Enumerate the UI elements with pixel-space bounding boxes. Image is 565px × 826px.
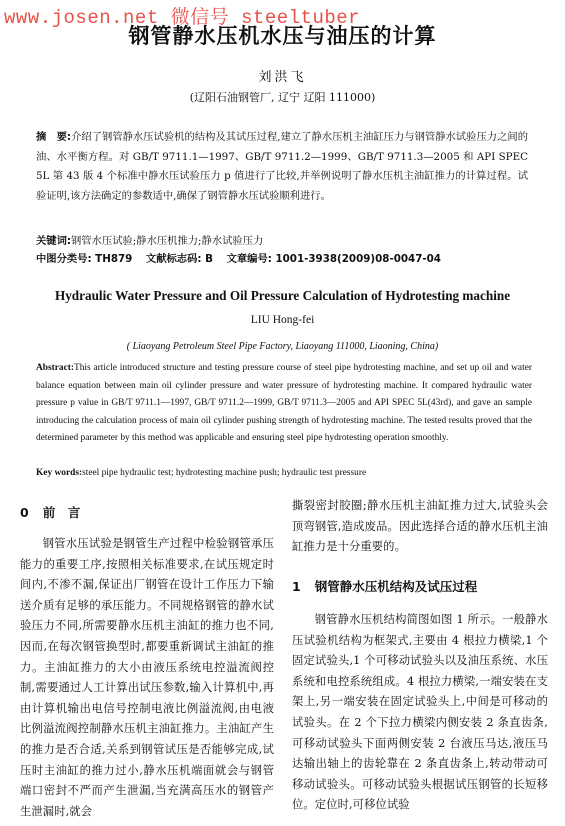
section-0-body [20,534,274,822]
author-en: LIU Hong-fei [250,314,315,326]
doc-code: 文献标志码: B [145,253,213,265]
section-1-number: 1 [292,579,301,594]
right-column-continuation [292,496,548,558]
keywords-cn-label: 关键词: [36,235,72,247]
continuation-paragraph: 撕裂密封胶圈;静水压机主油缸推力过大,试验头会顶弯钢管,造成废品。因此选择合适的静水压机主油缸推力是十分重要的。 [292,499,548,554]
section-1-title: 钢管静水压机结构及试压过程 [314,579,478,594]
abstract-cn-text: 介绍了钢管静水压试验机的结构及其试压过程,建立了静水压机主油缸压力与钢管静水试验压力之间的油、水平衡方程。对 GB/T 9711.1—1997、GB/T 9711.2—1999、GB/T 9711.3—2005 和 API SPEC 5L 第 43 版 4 个标准中静水压试验压力 p 值进行了比较,并举例说明了静水压机主油缸推力的计算过程。试验证明,该方法确定的参数适中,确保了钢管静水压试验顺利进行。 [36,131,528,202]
abstract-cn-label: 摘 要: [36,131,72,143]
section-1-paragraph: 钢管静水压机结构简图如图 1 所示。一般静水压试验机结构为框架式,主要由 4 根拉力横梁,1 个固定试验头,1 个可移动试验头以及油压系统、水压系统和电控系统组成。4 根拉力横梁,一端安装在支架上,另一端安装在固定试验头上,中间是可移动的试验头。在 2 个下拉力横梁内侧安装 2 条直齿条,可移动试验头下面两侧安装 2 台液压马达,液压马达输出轴上的齿轮靠在 2 条直齿条上,转动带动可移动试验头。可移动试验头根据试压钢管的长短移位。定位时,可移位试验 [292,613,548,812]
keywords-en-label: Key words: [36,468,83,478]
abstract-en [36,360,532,448]
paper-title-en: Hydraulic Water Pressure and Oil Pressure Calculation of Hydrotesting machine [54,288,511,303]
section-0-number: 0 [20,505,29,520]
keywords-en [36,465,532,481]
watermark: www.josen.net 微信号 steeltuber [4,7,361,29]
section-0-title: 前 言 [42,505,81,520]
abstract-en-label: Abstract: [36,363,75,373]
keywords-cn [36,233,528,249]
article-number: 文章编号: 1001-3938(2009)08-0047-04 [226,253,441,265]
section-0-paragraph: 钢管水压试验是钢管生产过程中检验钢管承压能力的重要工序,按照相关标准要求,在试压规定时间内,不渗不漏,保证出厂钢管在设计工作压力下输送介质有足够的承压能力。不同规格钢管的静水试验压力不同,所需要静水压机主油缸的推力也不同,因而,在每次钢管换型时,都要重新调试主油缸的推力。主油缸推力的大小由液压系统电控溢流阀控制,需要通过人工计算出试压参数,输入计算机中,再由计算机输出电信号控制电液比例溢流阀,由电液比例溢流阀控制静水压机主油缸推力。主油缸产生的推力是否合适,关系到钢管试压是否能够完成,试压时主油缸的推力过小,静水压机端面就会与钢管端口密封不严而产生泄漏,当充满高压水的钢管产生泄漏时,就会 [20,537,274,818]
author-cn: 刘洪飞 [258,70,307,85]
affiliation-en: ( Liaoyang Petroleum Steel Pipe Factory, Liaoyang 111000, Liaoning, China) [126,341,439,352]
section-1-body [292,610,548,816]
keywords-en-text: steel pipe hydraulic test; hydrotesting machine push; hydraulic test pressure [82,468,367,478]
section-1-heading [292,577,548,595]
keywords-cn-text: 钢管水压试验;静水压机推力;静水试验压力 [71,235,264,247]
abstract-cn [36,128,528,206]
affiliation-cn: (辽阳石油钢管厂, 辽宁 辽阳 111000) [189,91,376,104]
clc-number: 中图分类号: TH879 [36,253,133,265]
classification-line [36,251,536,267]
abstract-en-text: This article introduced structure and testing pressure course of steel pipe hydrotesting machine, and set up oil and water balance equation between main oil cylinder pressure and water pressure of hydrotesting machine. It compared hydraulic water pressure p value in GB/T 9711.1—1997, GB/T 9711.2—1999, GB/T 9711.3—2005 and API SPEC 5L(43rd), and gave an sample introducing the calculation process of main oil cylinder pushing strength of hydrotesting machine. The tested results proved that the determined parameter by this method was applicable and ensuring steel pipe hydrotesting operation smoothly. [36,363,532,444]
section-0-heading [20,503,274,521]
paper-title-cn: 钢管静水压机水压与油压的计算 [128,24,437,48]
